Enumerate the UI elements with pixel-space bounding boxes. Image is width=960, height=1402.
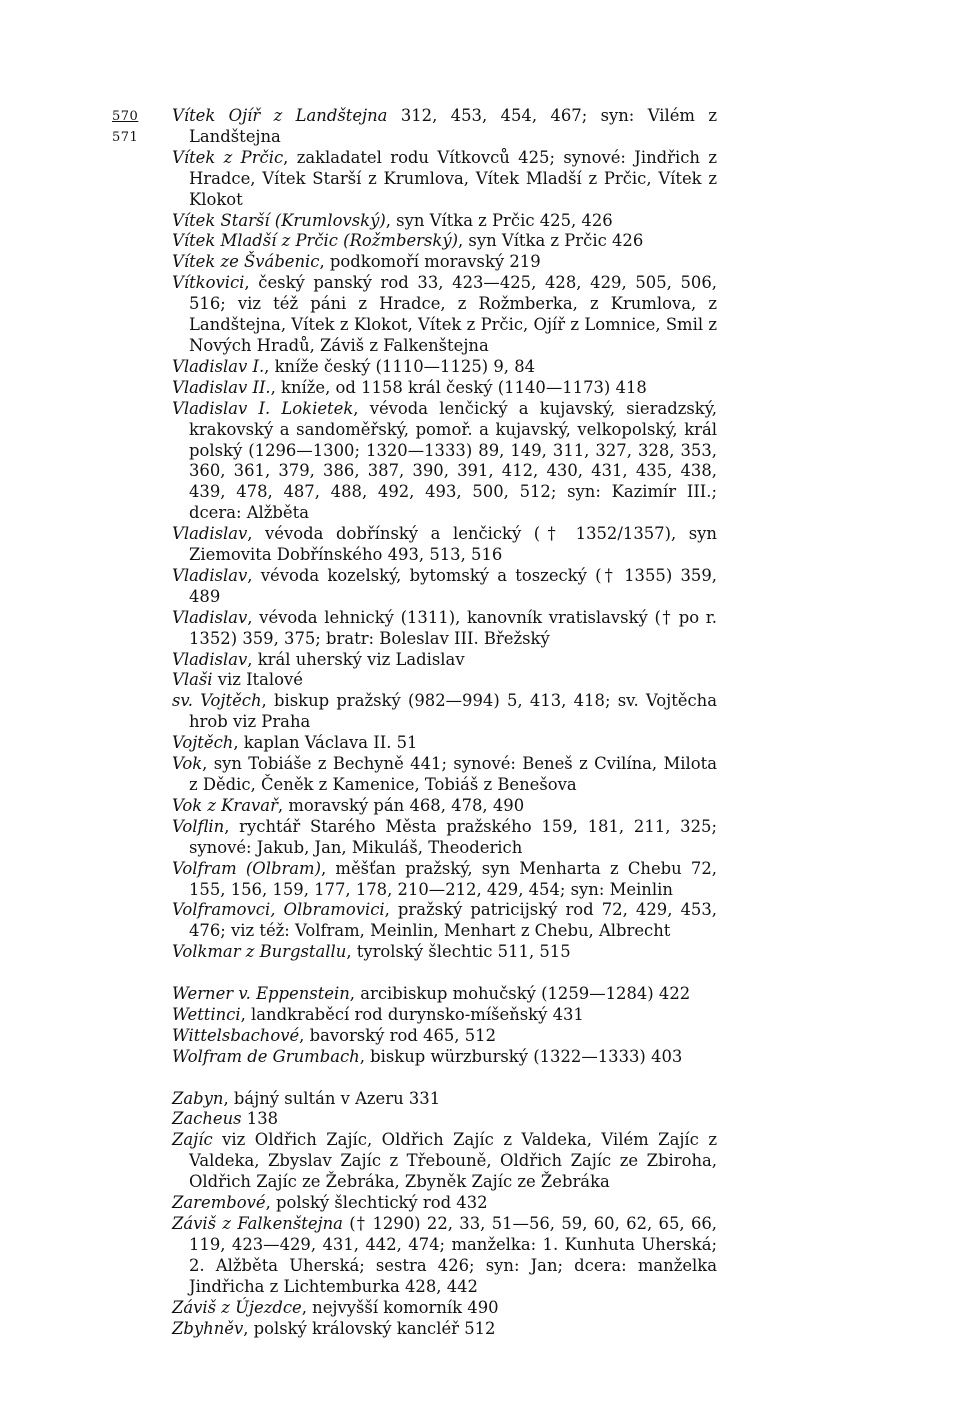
entry-term: Vítek z Prčic bbox=[172, 147, 284, 167]
entry-text: , landkraběcí rod durynsko-míšeňský 431 bbox=[240, 1004, 584, 1024]
index-entry bbox=[172, 1089, 717, 1110]
entry-text: viz Oldřich Zajíc, Oldřich Zajíc z Valdeka, Vilém Zajíc z Valdeka, Zbyslav Zajíc z Třebouně, Oldřich Zajíc ze Zbiroha, Oldřich Zajíc ze Žebráka, Zbyněk Zajíc ze Žebráka bbox=[189, 1130, 717, 1192]
entry-text: , měšťan pražský, syn Menharta z Chebu 72, 155, 156, 159, 177, 178, 210—212, 429, 454; syn: Meinlin bbox=[189, 858, 717, 899]
index-entry bbox=[172, 1109, 717, 1130]
entry-text: , rychtář Starého Města pražského 159, 181, 211, 325; synové: Jakub, Jan, Mikuláš, Theoderich bbox=[189, 816, 717, 857]
entry-text: , polský šlechtický rod 432 bbox=[265, 1193, 488, 1213]
index-entry bbox=[172, 733, 717, 754]
index-entry bbox=[172, 670, 717, 691]
entry-text: 138 bbox=[241, 1109, 279, 1129]
entry-text: , nejvyšší komorník 490 bbox=[301, 1297, 499, 1317]
entry-text: , syn Vítka z Prčic 426 bbox=[458, 231, 644, 251]
index-entry bbox=[172, 900, 717, 942]
index-entry bbox=[172, 608, 717, 650]
entry-text: , kaplan Václava II. 51 bbox=[233, 733, 418, 753]
entry-term: Zajíc bbox=[172, 1130, 213, 1150]
index-entry bbox=[172, 691, 717, 733]
index-entry bbox=[172, 106, 717, 148]
entry-text: , syn Vítka z Prčic 425, 426 bbox=[385, 210, 613, 230]
index-entry bbox=[172, 378, 717, 399]
entry-text: , vévoda dobřínský a lenčický († 1352/1357), syn Ziemovita Dobřínského 493, 513, 516 bbox=[189, 524, 717, 565]
index-entry bbox=[172, 273, 717, 357]
entry-term: Volframovci, Olbramovici bbox=[172, 900, 385, 920]
entry-term: Záviš z Újezdce bbox=[172, 1297, 302, 1317]
entry-text: viz Italové bbox=[212, 670, 303, 690]
index-entry bbox=[172, 1130, 717, 1193]
entry-text: , tyrolský šlechtic 511, 515 bbox=[346, 942, 571, 962]
entry-term: Zarembové bbox=[172, 1193, 266, 1213]
entry-term: Vladislav bbox=[172, 565, 248, 585]
entry-term: Volfram (Olbram) bbox=[172, 858, 321, 878]
entry-text: , vévoda lenčický a kujavský, sieradzský, krakovský a sandoměřský, pomoř. a kujavský, velkopolský, král polský (1296—1300; 1320—1333) 89, 149, 311, 327, 328, 353, 360, 361, 379, 386, 387, 390, 391, 412, 430, 431, 435, 438, 439, 478, 487, 488, 492, 493, 500, 512; syn: Kazimír III.; dcera: Alžběta bbox=[189, 398, 717, 523]
index-entry bbox=[172, 796, 717, 817]
index-entry bbox=[172, 650, 717, 671]
index-entry bbox=[172, 859, 717, 901]
entry-text: 312, 453, 454, 467; syn: Vilém z Landštejna bbox=[189, 106, 717, 146]
entry-term: Vítek Mladší z Prčic (Rožmberský) bbox=[172, 231, 458, 251]
entry-text: , zakladatel rodu Vítkovců 425; synové: Jindřich z Hradce, Vítek Starší z Krumlova, Vítek Mladší z Prčic, Vítek z Klokot bbox=[189, 147, 717, 209]
entry-term: Vladislav bbox=[172, 524, 248, 544]
entry-term: Volflin bbox=[172, 816, 225, 836]
index-entry bbox=[172, 942, 717, 963]
entry-term: Vok z Kravař bbox=[172, 795, 278, 815]
margin-line-numbers bbox=[112, 106, 138, 148]
entry-term: Werner v. Eppenstein bbox=[172, 984, 350, 1004]
entry-term: Záviš z Falkenštejna bbox=[172, 1214, 343, 1233]
entry-text: , polský královský kancléř 512 bbox=[243, 1318, 496, 1338]
index-entry bbox=[172, 1298, 717, 1319]
entry-term: Vladislav II. bbox=[172, 377, 271, 397]
index-entry bbox=[172, 1193, 717, 1214]
entry-text: , český panský rod 33, 423—425, 428, 429, 505, 506, 516; viz též páni z Hradce, z Rožmberka, z Krumlova, z Landštejna, Vítek z Klokot, Vítek z Prčic, Ojíř z Lomnice, Smil z Nových Hradů, Záviš z Falkenštejna bbox=[189, 273, 717, 355]
index-entry bbox=[172, 357, 717, 378]
entry-term: Vladislav I. Lokietek bbox=[172, 398, 354, 418]
index-entry bbox=[172, 1005, 717, 1026]
entry-term: Vladislav bbox=[172, 607, 248, 627]
entry-term: Zbyhněv bbox=[172, 1318, 244, 1338]
entry-text: , syn Tobiáše z Bechyně 441; synové: Beneš z Cvilína, Milota z Dědic, Čeněk z Kamenice, Tobiáš z Benešova bbox=[189, 754, 717, 794]
index-entry bbox=[172, 984, 717, 1005]
index-entry bbox=[172, 399, 717, 524]
entry-term: Zabyn bbox=[172, 1088, 224, 1108]
entry-term: Vítek Ojíř z Landštejna bbox=[172, 106, 388, 125]
entry-text: , biskup pražský (982—994) 5, 413, 418; sv. Vojtěcha hrob viz Praha bbox=[189, 691, 718, 732]
entry-term: Wittelsbachové bbox=[172, 1025, 300, 1045]
entry-term: Vladislav bbox=[172, 649, 248, 669]
entry-text: , biskup würzburský (1322—1333) 403 bbox=[359, 1046, 683, 1066]
margin-number: 571 bbox=[112, 130, 139, 145]
entry-term: Volkmar z Burgstallu bbox=[172, 942, 347, 962]
entry-text: , král uherský viz Ladislav bbox=[247, 649, 465, 669]
index-entry bbox=[172, 1047, 717, 1068]
entry-text: , podkomoří moravský 219 bbox=[319, 252, 541, 272]
index-entry bbox=[172, 754, 717, 796]
entry-term: Vladislav I. bbox=[172, 356, 265, 376]
entry-text: , kníže, od 1158 král český (1140—1173) 418 bbox=[270, 377, 647, 397]
index-entry bbox=[172, 524, 717, 566]
entry-term: sv. Vojtěch bbox=[172, 691, 262, 711]
entry-term: Wolfram de Grumbach bbox=[172, 1046, 360, 1066]
index-entry bbox=[172, 148, 717, 211]
index-entry bbox=[172, 231, 717, 252]
index-entry bbox=[172, 1319, 717, 1340]
section-gap bbox=[172, 1068, 717, 1089]
index-entry bbox=[172, 1214, 717, 1298]
entry-text: , pražský patricijský rod 72, 429, 453, 476; viz též: Volfram, Meinlin, Menhart z Chebu, Albrecht bbox=[189, 900, 717, 941]
index-entry bbox=[172, 252, 717, 273]
entry-term: Wettinci bbox=[172, 1004, 241, 1024]
margin-number: 570 bbox=[112, 109, 139, 124]
entry-text: , vévoda kozelský, bytomský a toszecký († 1355) 359, 489 bbox=[189, 565, 717, 606]
index-entry bbox=[172, 211, 717, 232]
entry-term: Vítkovici bbox=[172, 273, 245, 293]
entry-text: , moravský pán 468, 478, 490 bbox=[277, 795, 525, 815]
index-entry bbox=[172, 1026, 717, 1047]
index-entry bbox=[172, 566, 717, 608]
entry-text: , bavorský rod 465, 512 bbox=[299, 1025, 497, 1045]
entry-text: († 1290) 22, 33, 51—56, 59, 60, 62, 65, 66, 119, 423—429, 431, 442, 474; manželka: 1. Kunhuta Uherská; 2. Alžběta Uherská; sestra 426; syn: Jan; dcera: manželka Jindřicha z Lichtemburka 428, 442 bbox=[189, 1214, 718, 1296]
entry-term: Vítek Starší (Krumlovský) bbox=[172, 210, 386, 230]
entry-term: Vítek ze Švábenic bbox=[172, 252, 320, 272]
entry-term: Vlaši bbox=[172, 670, 213, 690]
name-index bbox=[172, 106, 717, 1339]
entry-text: , vévoda lehnický (1311), kanovník vratislavský († po r. 1352) 359, 375; bratr: Boleslav III. Břežský bbox=[189, 607, 717, 648]
section-gap bbox=[172, 963, 717, 984]
entry-term: Vojtěch bbox=[172, 733, 234, 753]
entry-text: , kníže český (1110—1125) 9, 84 bbox=[264, 356, 536, 376]
entry-term: Vok bbox=[172, 754, 203, 774]
entry-text: , bájný sultán v Azeru 331 bbox=[223, 1088, 441, 1108]
index-entry bbox=[172, 817, 717, 859]
entry-term: Zacheus bbox=[172, 1109, 242, 1129]
entry-text: , arcibiskup mohučský (1259—1284) 422 bbox=[349, 984, 691, 1004]
